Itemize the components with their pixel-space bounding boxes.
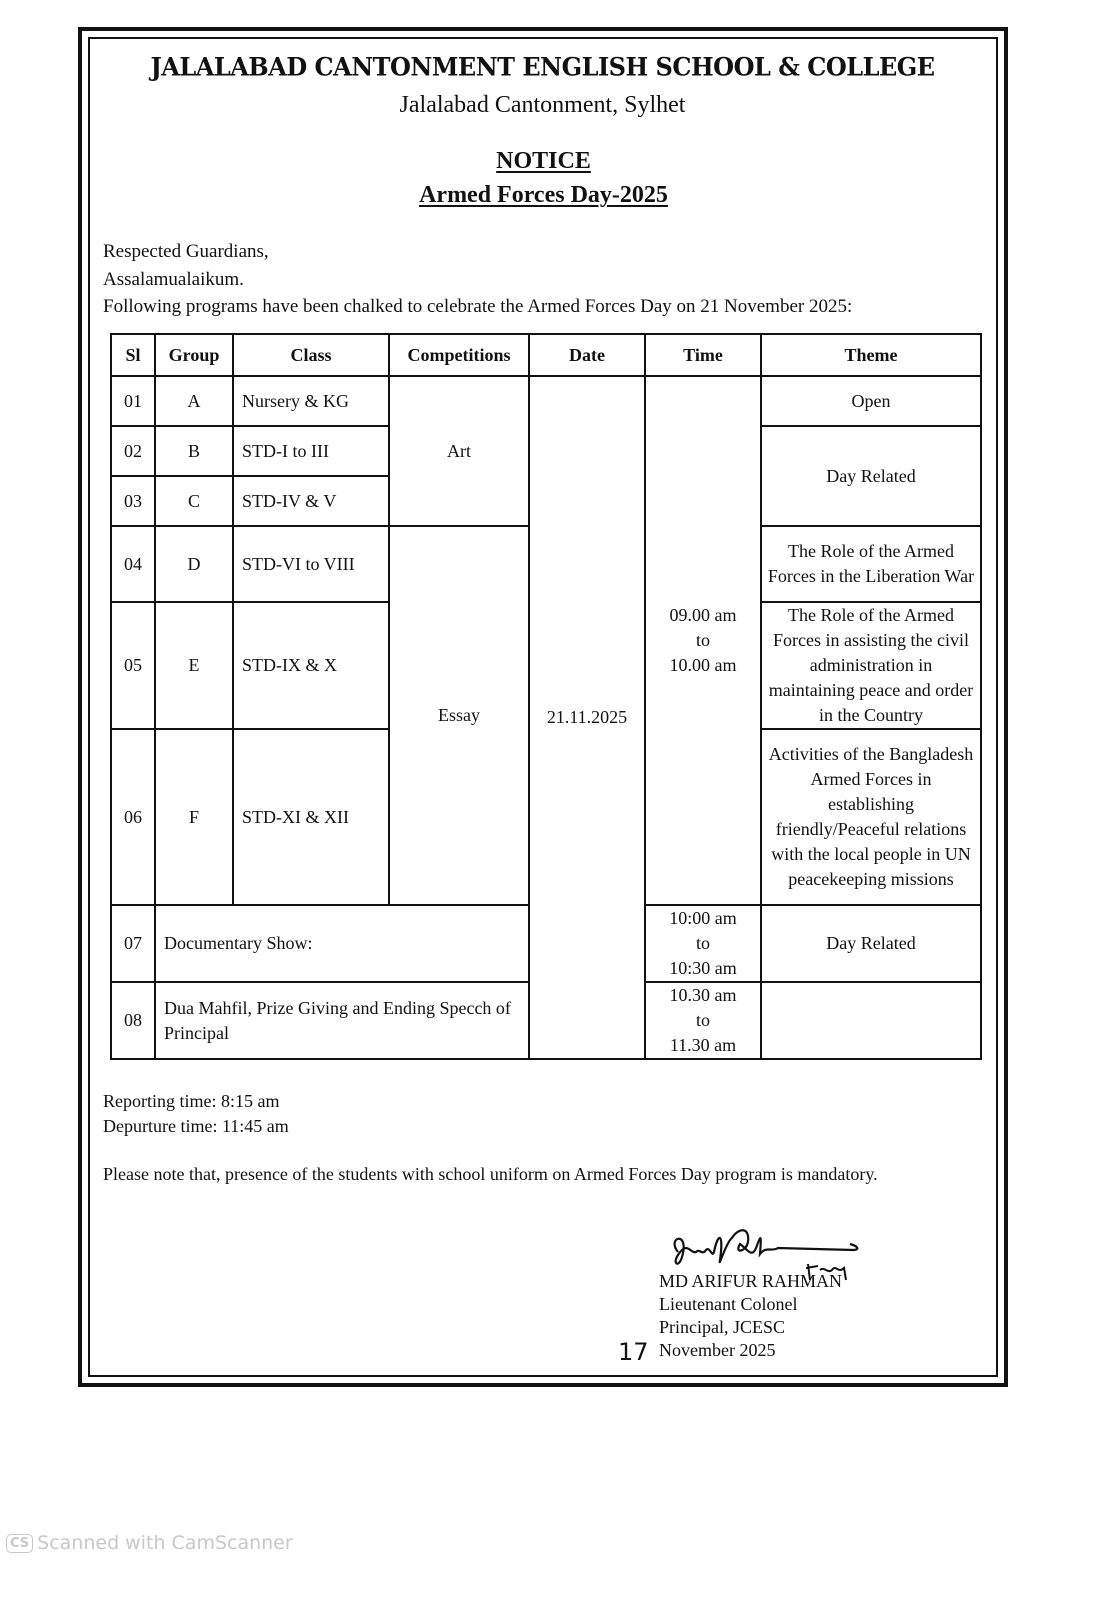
notice-label: NOTICE — [496, 148, 591, 174]
signature-block — [659, 1270, 842, 1362]
header-date: Date — [529, 334, 645, 376]
cell-group: D — [155, 526, 233, 602]
cell-sl: 06 — [111, 729, 155, 905]
departure-time: Depurture time: 11:45 am — [103, 1116, 289, 1136]
signatory-rank: Lieutenant Colonel — [659, 1294, 798, 1314]
cell-theme-e: The Role of the Armed Forces in assisting the civil administration in maintaining peace and order in the Country — [761, 602, 981, 729]
uniform-note: Please note that, presence of the students with school uniform on Armed Forces Day program is mandatory. — [103, 1164, 878, 1184]
cell-sl: 08 — [111, 982, 155, 1059]
cell-theme-closing — [761, 982, 981, 1059]
cell-group: A — [155, 376, 233, 426]
cell-class: STD-XI & XII — [233, 729, 389, 905]
watermark-text: Scanned with CamScanner — [37, 1532, 293, 1554]
cell-program-documentary: Documentary Show: — [155, 905, 529, 982]
cell-class: STD-VI to VIII — [233, 526, 389, 602]
signatory-name: MD ARIFUR RAHMAN — [659, 1271, 843, 1291]
cell-time-documentary — [645, 905, 761, 982]
header-time: Time — [645, 334, 761, 376]
program-schedule-table — [110, 333, 982, 1060]
cell-competition-essay: Essay — [389, 526, 529, 905]
header-class: Class — [233, 334, 389, 376]
cell-program-closing: Dua Mahfil, Prize Giving and Ending Specch of Principal — [155, 982, 529, 1059]
cell-class: STD-IX & X — [233, 602, 389, 729]
intro-text: Following programs have been chalked to celebrate the Armed Forces Day on 21 November 2025: — [103, 296, 853, 317]
school-address: Jalalabad Cantonment, Sylhet — [399, 92, 686, 118]
time-start: 10:00 am — [669, 908, 737, 928]
notice-subject-text: Armed Forces Day-2025 — [419, 182, 668, 208]
cell-theme-documentary: Day Related — [761, 905, 981, 982]
time-end: 10:30 am — [669, 958, 737, 978]
cell-date: 21.11.2025 — [529, 376, 645, 1059]
cell-theme-a: Open — [761, 376, 981, 426]
time-to: to — [695, 933, 710, 953]
cell-class: STD-IV & V — [233, 476, 389, 526]
cell-theme-bc: Day Related — [761, 426, 981, 526]
cell-group: B — [155, 426, 233, 476]
cell-group: C — [155, 476, 233, 526]
school-name: JALALABAD CANTONMENT ENGLISH SCHOOL & COLLEGE — [150, 51, 935, 82]
camscanner-logo-icon: CS — [6, 1534, 33, 1553]
time-end: 11.30 am — [669, 1035, 737, 1055]
time-to: to — [695, 630, 710, 650]
cell-time-closing — [645, 982, 761, 1059]
cell-sl: 04 — [111, 526, 155, 602]
header-group: Group — [155, 334, 233, 376]
camscanner-watermark — [6, 1532, 293, 1554]
cell-class: STD-I to III — [233, 426, 389, 476]
cell-theme-f: Activities of the Bangladesh Armed Forces in establishing friendly/Peaceful relations with the local people in UN peacekeeping missions — [761, 729, 981, 905]
time-start: 09.00 am — [669, 605, 737, 625]
signatory-designation: Principal, JCESC — [659, 1317, 786, 1337]
time-start: 10.30 am — [669, 985, 737, 1005]
cell-sl: 02 — [111, 426, 155, 476]
table-row — [111, 376, 981, 426]
header-sl: Sl — [111, 334, 155, 376]
salutation: Respected Guardians, — [103, 241, 269, 262]
cell-sl: 07 — [111, 905, 155, 982]
header-theme: Theme — [761, 334, 981, 376]
reporting-time: Reporting time: 8:15 am — [103, 1091, 280, 1111]
notice-title — [0, 148, 1087, 175]
time-to: to — [695, 1010, 710, 1030]
cell-group: E — [155, 602, 233, 729]
time-end: 10.00 am — [669, 655, 737, 675]
greeting: Assalamualaikum. — [103, 269, 244, 290]
cell-theme-d: The Role of the Armed Forces in the Liberation War — [761, 526, 981, 602]
cell-competition-art: Art — [389, 376, 529, 526]
cell-sl: 03 — [111, 476, 155, 526]
cell-sl: 05 — [111, 602, 155, 729]
handwritten-day: 17 — [618, 1338, 649, 1366]
cell-time-competition — [645, 376, 761, 905]
table-header-row — [111, 334, 981, 376]
cell-sl: 01 — [111, 376, 155, 426]
header-competitions: Competitions — [389, 334, 529, 376]
signature-date: November 2025 — [659, 1340, 776, 1360]
notice-subject — [0, 182, 1087, 209]
cell-class: Nursery & KG — [233, 376, 389, 426]
cell-group: F — [155, 729, 233, 905]
